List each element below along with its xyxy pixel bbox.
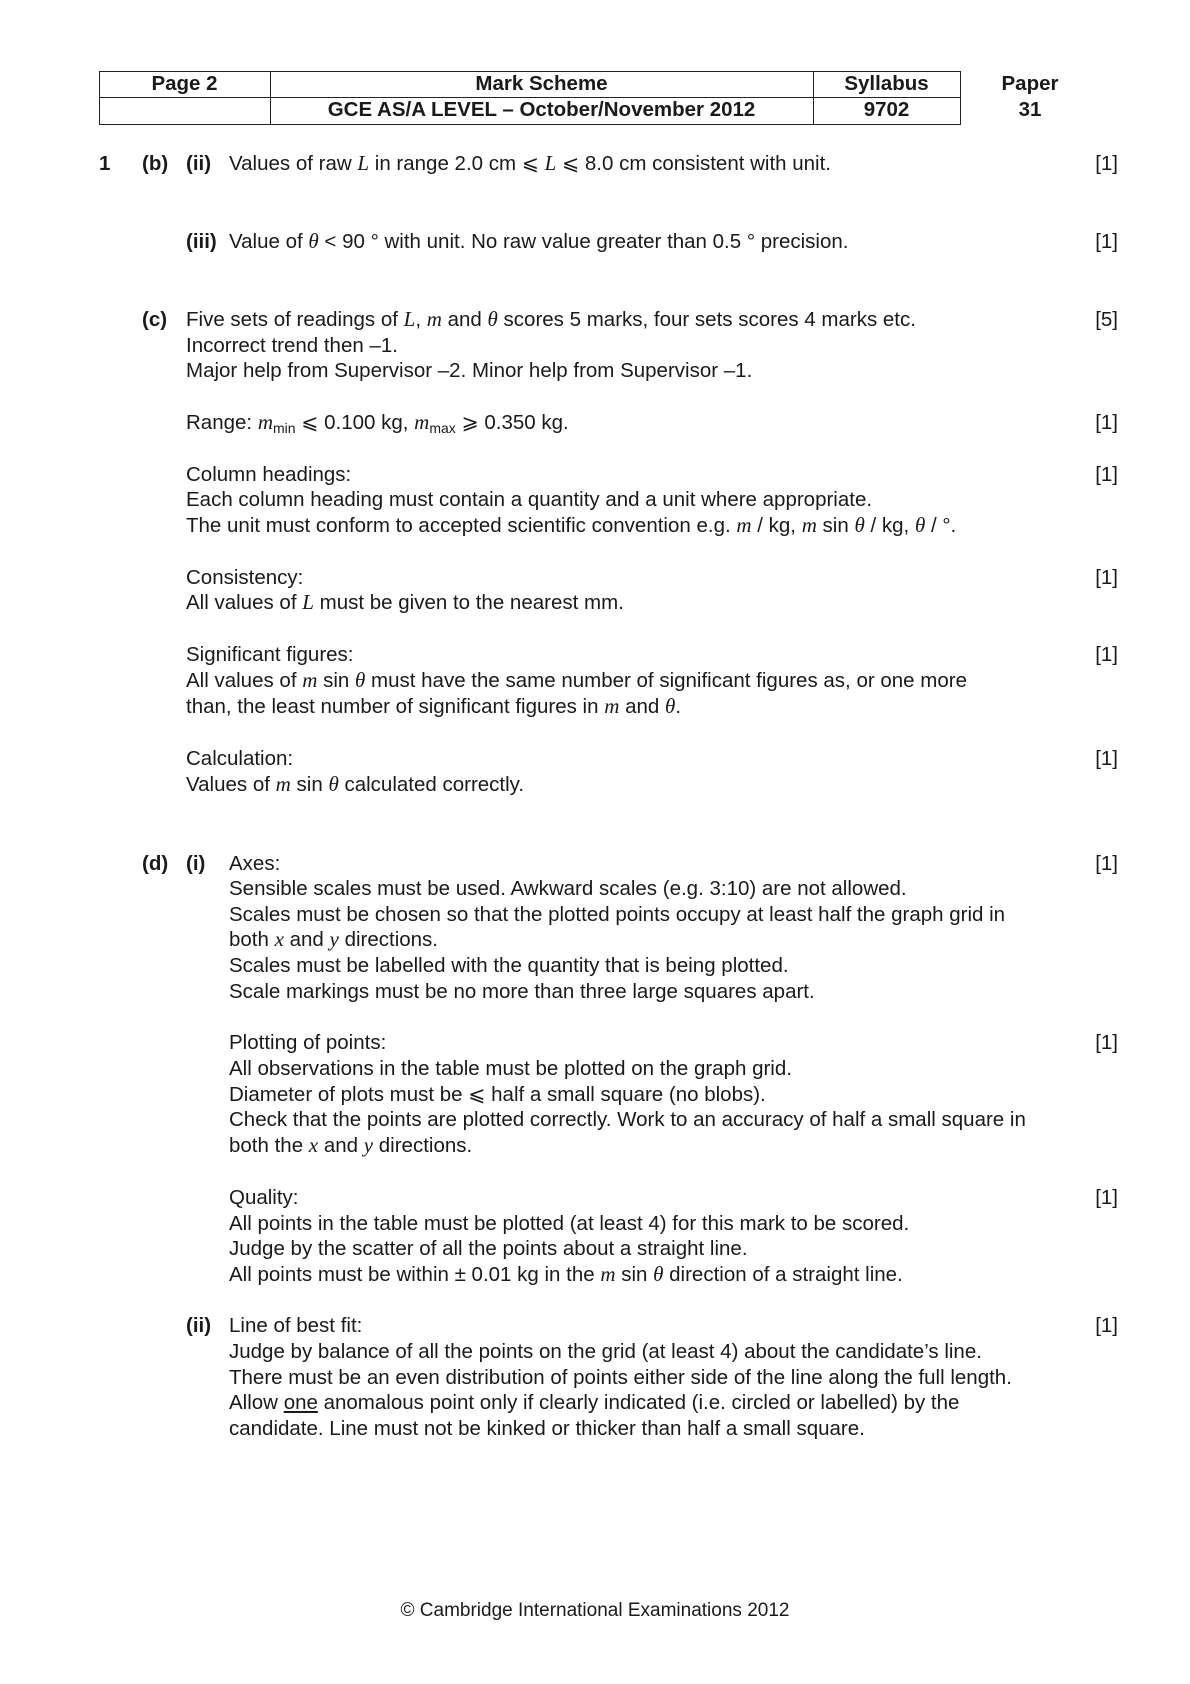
text-run: and — [283, 928, 330, 951]
axes-line-1: Sensible scales must be used. Awkward scales (e.g. 3:10) are not allowed. — [229, 877, 907, 900]
part-c-line-3: Major help from Supervisor –2. Minor help from Supervisor –1. — [186, 359, 753, 382]
quality-title: Quality: — [229, 1186, 299, 1209]
mark-calculation: [1] — [1095, 747, 1118, 770]
text-run: . — [675, 695, 682, 718]
text-run: sin — [816, 514, 855, 537]
mark-axes: [1] — [1095, 852, 1118, 875]
consistency-title: Consistency: — [186, 566, 304, 589]
sig-figs-line-2 — [186, 694, 681, 720]
math-theta: θ — [308, 229, 319, 253]
column-headings-line-2 — [186, 513, 956, 539]
plotting-title: Plotting of points: — [229, 1031, 387, 1054]
axes-line-4: Scales must be labelled with the quantity that is being plotted. — [229, 954, 789, 977]
math-m: m — [275, 772, 291, 796]
text-run: Five sets of readings of — [186, 308, 404, 331]
text-run: both the — [229, 1134, 309, 1157]
math-m: m — [302, 668, 318, 692]
text-run: must have the same number of significant figures as, or one more — [365, 669, 967, 692]
part-b-label: (b) — [142, 152, 169, 175]
text-run: / kg, — [751, 514, 802, 537]
mark-sig-figs: [1] — [1095, 643, 1118, 666]
header-mark-scheme: Mark Scheme — [475, 72, 608, 95]
text-run: Values of raw — [229, 152, 358, 175]
text-run: ⩾ 0.350 kg. — [455, 411, 569, 434]
calculation-title: Calculation: — [186, 747, 294, 770]
math-m: m — [736, 513, 752, 537]
sig-figs-title: Significant figures: — [186, 643, 354, 666]
text-run: directions. — [338, 928, 439, 951]
math-L: L — [357, 151, 370, 175]
math-y: y — [363, 1133, 374, 1157]
mark-consistency: [1] — [1095, 566, 1118, 589]
header-syllabus-code: 9702 — [863, 98, 910, 121]
text-run: / kg, — [864, 514, 915, 537]
math-m: m — [257, 410, 273, 434]
part-d-label: (d) — [142, 852, 169, 875]
subscript-max: max — [429, 420, 456, 436]
plotting-line-2: Diameter of plots must be ⩽ half a small square (no blobs). — [229, 1083, 766, 1106]
math-x: x — [274, 927, 284, 951]
part-b-iii-text — [229, 229, 848, 255]
text-run: Values of — [186, 773, 276, 796]
header-exam: GCE AS/A LEVEL – October/November 2012 — [327, 98, 756, 121]
text-run: Value of — [229, 230, 309, 253]
best-fit-line-3 — [229, 1390, 959, 1416]
best-fit-line-4: candidate. Line must not be kinked or thicker than half a small square. — [229, 1417, 865, 1440]
axes-line-2: Scales must be chosen so that the plotted points occupy at least half the graph grid in — [229, 903, 1006, 926]
text-run: scores 5 marks, four sets scores 4 marks etc. — [497, 308, 916, 331]
best-fit-line-2: There must be an even distribution of points either side of the line along the full length. — [229, 1366, 1012, 1389]
text-run: All points must be within ± 0.01 kg in the — [229, 1263, 601, 1286]
mark-quality: [1] — [1095, 1186, 1118, 1209]
best-fit-line-1: Judge by balance of all the points on the grid (at least 4) about the candidate’s line. — [229, 1340, 982, 1363]
math-x: x — [308, 1133, 319, 1157]
math-L: L — [544, 151, 557, 175]
header-paper-label: Paper — [1001, 72, 1059, 95]
mark-range: [1] — [1095, 411, 1118, 434]
math-theta: θ — [653, 1262, 664, 1286]
text-run: calculated correctly. — [338, 773, 525, 796]
text-run: direction of a straight line. — [663, 1263, 903, 1286]
text-run: All values of — [186, 669, 303, 692]
part-c-line-1 — [186, 307, 916, 333]
math-theta: θ — [355, 668, 366, 692]
math-L: L — [302, 590, 314, 614]
math-theta: θ — [854, 513, 865, 537]
copyright-footer: © Cambridge International Examinations 2012 — [400, 1600, 790, 1621]
part-b-ii-label: (ii) — [186, 152, 212, 175]
header-paper-number: 31 — [1018, 98, 1042, 121]
text-run: sin — [290, 773, 329, 796]
text-run: / °. — [925, 514, 957, 537]
text-run: All values of — [186, 591, 303, 614]
quality-line-3 — [229, 1262, 903, 1288]
text-run: and — [441, 308, 488, 331]
math-L: L — [403, 307, 416, 331]
text-run: must be given to the nearest mm. — [313, 591, 624, 614]
axes-line-5: Scale markings must be no more than three large squares apart. — [229, 980, 815, 1003]
axes-line-3 — [229, 927, 438, 953]
text-run: than, the least number of significant figures in — [186, 695, 605, 718]
part-c-label: (c) — [142, 308, 168, 331]
plotting-line-3: Check that the points are plotted correctly. Work to an accuracy of half a small square in — [229, 1108, 1026, 1131]
mark-best-fit: [1] — [1095, 1314, 1118, 1337]
underlined-word: one — [283, 1391, 318, 1414]
math-theta: θ — [914, 513, 926, 537]
text-run: sin — [317, 669, 356, 692]
sig-figs-line-1 — [186, 668, 967, 694]
math-theta: θ — [487, 307, 498, 331]
mark-column-headings: [1] — [1095, 463, 1118, 486]
text-run: Range: — [186, 411, 258, 434]
header-table — [99, 71, 1059, 125]
text-run: directions. — [373, 1134, 473, 1157]
text-run: ⩽ 8.0 cm consistent with unit. — [556, 152, 832, 175]
part-d-ii-label: (ii) — [186, 1314, 212, 1337]
mark-plotting: [1] — [1095, 1031, 1118, 1054]
column-headings-title: Column headings: — [186, 463, 352, 486]
header-page: Page 2 — [151, 72, 218, 95]
text-run: The unit must conform to accepted scientific convention e.g. — [186, 514, 737, 537]
range-line — [186, 410, 569, 442]
subscript-min: min — [272, 420, 296, 436]
part-c-line-2: Incorrect trend then –1. — [186, 334, 398, 357]
part-b-iii-label: (iii) — [186, 230, 217, 253]
column-headings-line-1: Each column heading must contain a quantity and a unit where appropriate. — [186, 488, 873, 511]
math-theta: θ — [665, 694, 676, 718]
text-run: < 90 ° with unit. No raw value greater than 0.5 ° precision. — [318, 230, 849, 253]
best-fit-title: Line of best fit: — [229, 1314, 363, 1337]
text-run: and — [318, 1134, 364, 1157]
calculation-line-1 — [186, 772, 524, 798]
text-run: in range 2.0 cm ⩽ — [369, 152, 545, 175]
question-number: 1 — [99, 152, 111, 175]
math-m: m — [600, 1262, 616, 1286]
mark-c: [5] — [1095, 308, 1118, 331]
math-m: m — [604, 694, 620, 718]
mark-b-ii: [1] — [1095, 152, 1118, 175]
quality-line-2: Judge by the scatter of all the points about a straight line. — [229, 1237, 748, 1260]
text-run: sin — [615, 1263, 654, 1286]
math-theta: θ — [328, 772, 339, 796]
header-syllabus-label: Syllabus — [844, 72, 929, 95]
consistency-line-1 — [186, 590, 624, 616]
plotting-line-1: All observations in the table must be plotted on the graph grid. — [229, 1057, 792, 1080]
part-d-i-label: (i) — [186, 852, 206, 875]
text-run: Allow — [229, 1391, 284, 1414]
part-b-ii-text — [229, 151, 831, 177]
math-m: m — [414, 410, 430, 434]
math-m: m — [801, 513, 817, 537]
plotting-line-4 — [229, 1133, 472, 1159]
axes-title: Axes: — [229, 852, 281, 875]
text-run: and — [619, 695, 665, 718]
quality-line-1: All points in the table must be plotted (at least 4) for this mark to be scored. — [229, 1212, 910, 1235]
math-m: m — [426, 307, 442, 331]
math-y: y — [329, 927, 339, 951]
mark-b-iii: [1] — [1095, 230, 1118, 253]
text-run: anomalous point only if clearly indicated (i.e. circled or labelled) by the — [317, 1391, 960, 1414]
text-run: , — [415, 308, 427, 331]
text-run: both — [229, 928, 275, 951]
text-run: ⩽ 0.100 kg, — [295, 411, 415, 434]
